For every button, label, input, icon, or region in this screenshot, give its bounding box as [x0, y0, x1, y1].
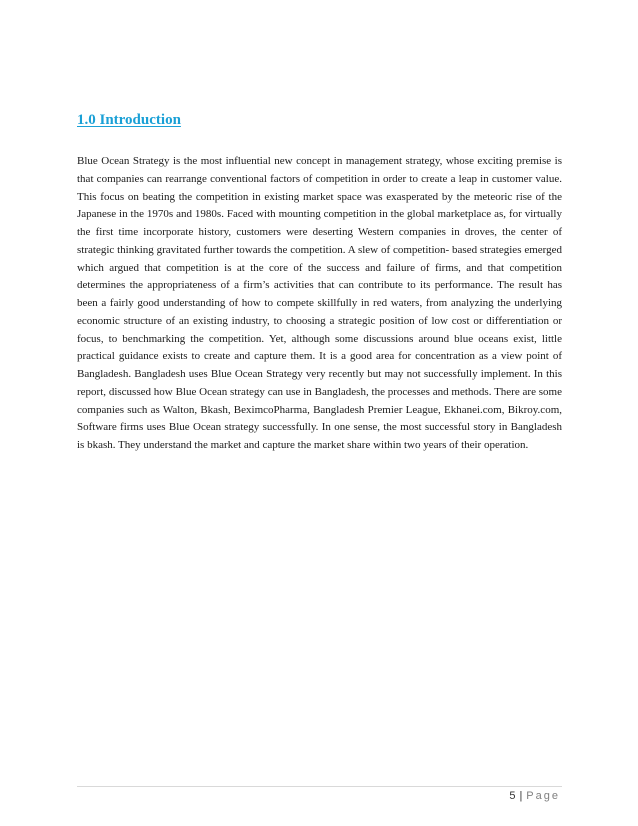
- page-number: 5: [509, 790, 516, 802]
- body-paragraph: Blue Ocean Strategy is the most influential new concept in management strategy, whose exciting premise is that companies can rearrange conventional factors of competition in order to create a leap in customer value. This focus on beating the competition in existing market space was exasperated by the meteoric rise of the Japanese in the 1970s and 1980s. Faced with mounting competition in the global marketplace as, for virtually the first time incorporate history, customers were deserting Western companies in droves, the center of strategic thinking gravitated further towards the competition. A slew of competition- based strategies emerged which argued that competition is at the core of the success and failure of firms, and that competition determines the appropriateness of a firm’s activities that can contribute to its performance. The result has been a fairly good understanding of how to compete skillfully in red waters, from analyzing the underlying economic structure of an existing industry, to choosing a strategic position of low cost or differentiation or focus, to benchmarking the competition. Yet, although some discussions around blue oceans exist, little practical guidance exists to create and capture them. It is a good area for concentration as a view point of Bangladesh. Bangladesh uses Blue Ocean Strategy very recently but may not successfully implement. In this report, discussed how Blue Ocean strategy can use in Bangladesh, the processes and methods. There are some companies such as Walton, Bkash, BeximcoPharma, Bangladesh Premier League, Ekhanei.com, Bikroy.com, Software firms uses Blue Ocean strategy successfully. In one sense, the most successful story in Bangladesh is bkash. They understand the market and capture the market share within two years of their operation.: [77, 155, 562, 451]
- page-footer: [509, 790, 560, 802]
- footer-divider: [77, 786, 562, 787]
- footer-separator: |: [519, 790, 523, 802]
- section-heading: 1.0 Introduction: [77, 112, 181, 128]
- page-label: Page: [526, 790, 560, 802]
